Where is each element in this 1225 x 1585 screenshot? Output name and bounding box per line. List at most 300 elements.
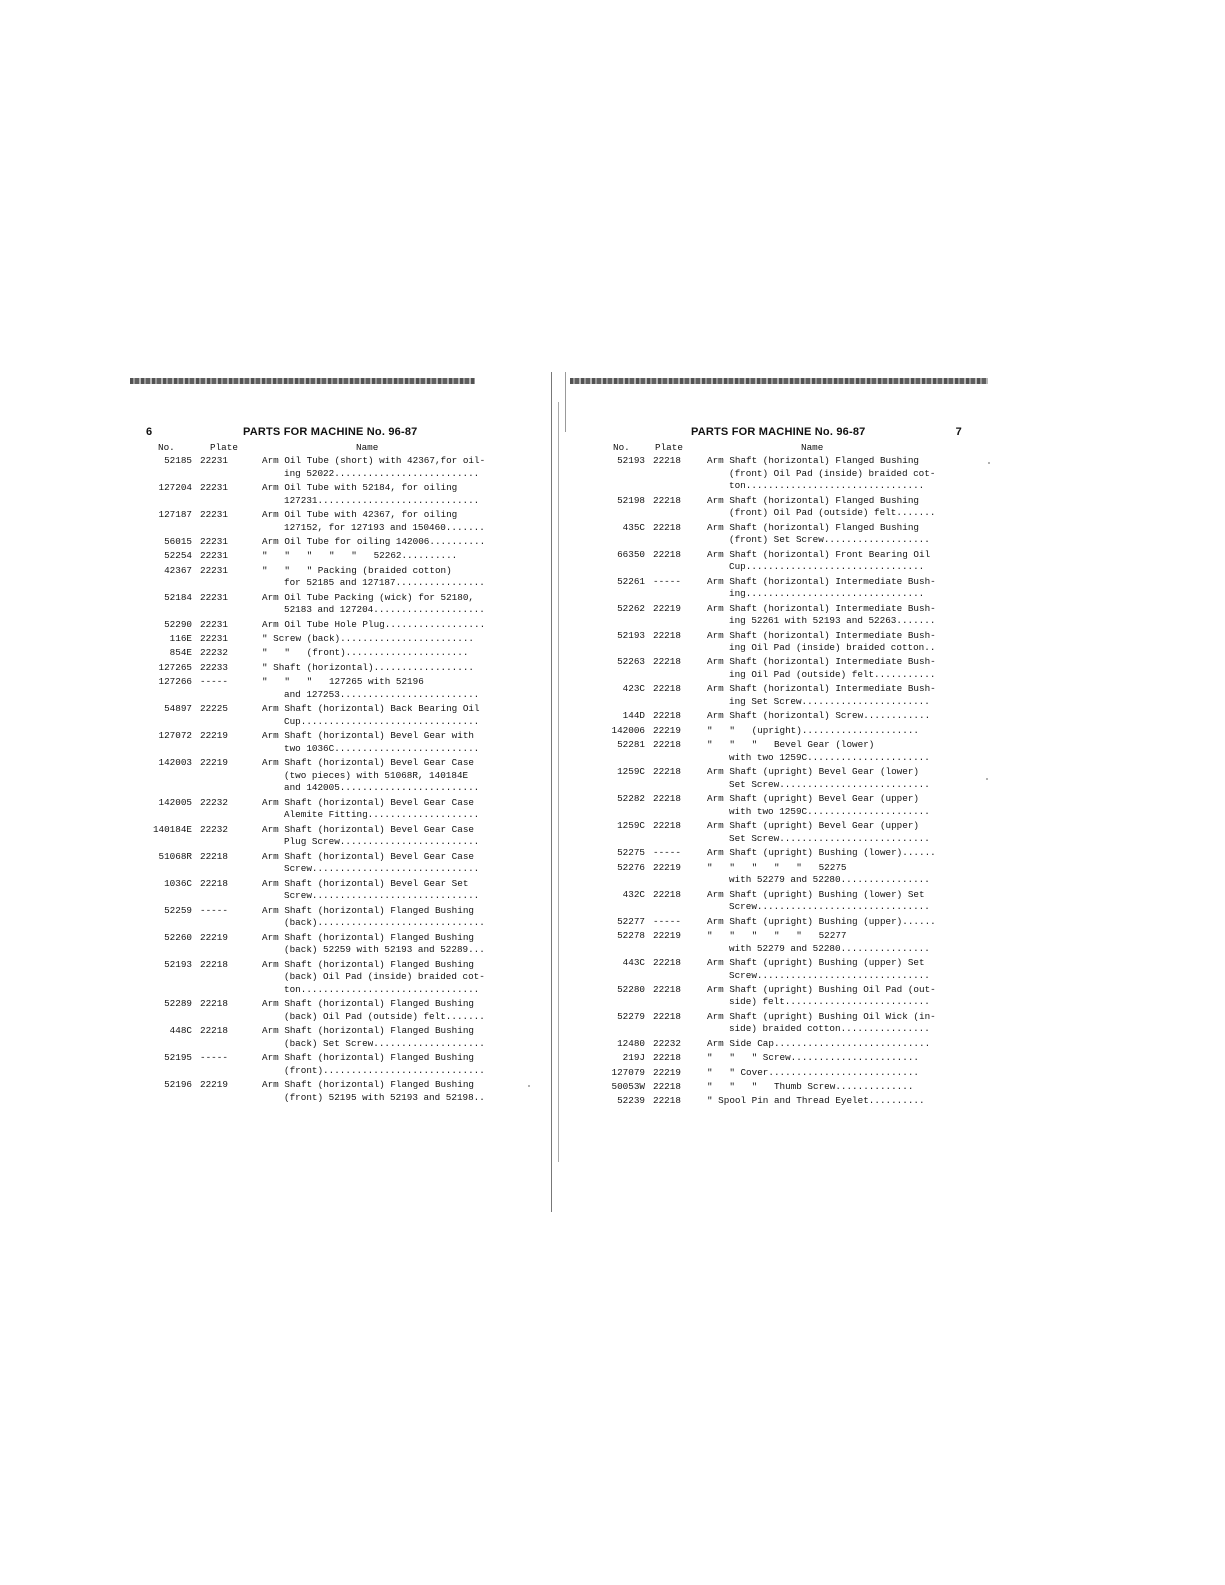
part-name [707, 930, 980, 955]
part-number: 12480 [617, 1037, 645, 1049]
part-number: 51068R [158, 850, 192, 862]
plate-number: 22218 [653, 1010, 681, 1022]
part-name-line: with 52279 and 52280................ [729, 942, 930, 954]
part-name [707, 630, 980, 655]
part-name-line: Arm Shaft (horizontal) Bevel Gear Case [262, 850, 475, 862]
part-name-line: Arm Shaft (upright) Bushing (upper) Set [707, 956, 925, 968]
page-number: 7 [955, 426, 962, 438]
plate-number: 22218 [653, 1095, 681, 1107]
part-number: 127079 [611, 1066, 645, 1078]
part-name [262, 730, 520, 755]
part-number: 52282 [617, 793, 645, 805]
part-name [262, 536, 520, 549]
part-name-line: ing Oil Pad (inside) braided cotton.. [729, 642, 936, 654]
part-name-line: Arm Oil Tube with 52184, for oiling [262, 481, 458, 493]
part-number: 435C [622, 521, 645, 533]
part-name-line: " " " Thumb Screw.............. [707, 1081, 914, 1093]
part-number: 448C [169, 1025, 192, 1037]
part-name-line: Screw.............................. [284, 863, 480, 875]
part-name-line: ton................................ [284, 983, 480, 995]
part-row [585, 957, 980, 982]
part-name-line: Alemite Fitting.................... [284, 809, 480, 821]
plate-number: 22225 [200, 703, 228, 715]
part-row [140, 703, 520, 728]
part-name-line: with two 1259C...................... [729, 751, 930, 763]
part-number: 66350 [617, 548, 645, 560]
part-number: 52193 [164, 958, 192, 970]
parts-list [585, 455, 980, 1108]
part-row [585, 1038, 980, 1051]
part-name-line: " " " 127265 with 52196 [262, 676, 424, 688]
scan-speck [988, 462, 990, 464]
column-headers [585, 442, 980, 455]
part-name [262, 633, 520, 646]
part-name [262, 662, 520, 675]
part-row [140, 550, 520, 563]
part-row [585, 820, 980, 845]
plate-number: ----- [200, 1052, 228, 1064]
part-name [262, 619, 520, 632]
plate-number: 22218 [200, 998, 228, 1010]
part-name-line: (front) 52195 with 52193 and 52198.. [284, 1091, 485, 1103]
part-name [707, 766, 980, 791]
plate-number: 22231 [200, 618, 228, 630]
plate-number: 22219 [653, 602, 681, 614]
part-row [140, 730, 520, 755]
col-plate-header: Plate [210, 442, 238, 453]
part-row [140, 878, 520, 903]
part-name-line: ing................................ [729, 588, 925, 600]
part-name-line: " " " " " 52275 [707, 861, 847, 873]
part-name-line: " " Cover........................... [707, 1066, 920, 1078]
part-name [262, 703, 520, 728]
part-name [707, 889, 980, 914]
part-name-line: Arm Shaft (horizontal) Bevel Gear with [262, 730, 475, 742]
plate-number: 22231 [200, 550, 228, 562]
part-name-line: Arm Oil Tube (short) with 42367,for oil- [262, 455, 486, 466]
part-name-line: Arm Side Cap............................ [707, 1037, 931, 1049]
part-number: 142006 [611, 724, 645, 736]
plate-number: ----- [200, 904, 228, 916]
plate-number: 22218 [653, 1052, 681, 1064]
part-name-line: (back) Oil Pad (inside) braided cot- [284, 971, 485, 983]
part-name [262, 1025, 520, 1050]
part-name [262, 1052, 520, 1077]
part-name-line: 52183 and 127204.................... [284, 604, 485, 616]
part-name-line: Set Screw........................... [729, 778, 930, 790]
part-name [262, 509, 520, 534]
part-row [140, 647, 520, 660]
part-name [707, 725, 980, 738]
part-row [585, 1052, 980, 1065]
part-name-line: side) felt.......................... [729, 996, 930, 1008]
plate-number: 22218 [653, 629, 681, 641]
part-number: 443C [622, 956, 645, 968]
part-name-line: Arm Shaft (horizontal) Intermediate Bush- [707, 575, 936, 587]
plate-number: 22218 [653, 656, 681, 668]
plate-number: 22231 [200, 535, 228, 547]
part-name-line: and 127253......................... [284, 688, 480, 700]
part-number: 423C [622, 683, 645, 695]
page-header [140, 420, 520, 442]
part-name-line: (front)............................. [284, 1064, 485, 1076]
part-name [707, 1038, 980, 1051]
part-name [262, 757, 520, 795]
part-name-line: " " " Packing (braided cotton) [262, 564, 452, 576]
plate-number: 22218 [653, 739, 681, 751]
part-name-line: Arm Shaft (upright) Bushing (lower)...... [707, 847, 936, 859]
part-row [585, 630, 980, 655]
plate-number: 22218 [653, 494, 681, 506]
part-row [140, 1025, 520, 1050]
plate-number: 22219 [200, 1079, 228, 1091]
part-name-line: 127231............................. [284, 494, 480, 506]
part-name-line: Arm Shaft (horizontal) Flanged Bushing [262, 904, 475, 916]
plate-number: 22218 [200, 850, 228, 862]
part-number: 1036C [164, 877, 192, 889]
plate-number: 22219 [200, 730, 228, 742]
part-name-line: " Screw (back)........................ [262, 633, 475, 645]
part-name [707, 549, 980, 574]
part-name [262, 550, 520, 563]
page-title: PARTS FOR MACHINE No. 96-87 [243, 426, 418, 438]
part-name [707, 455, 980, 493]
plate-number: ----- [653, 575, 681, 587]
col-plate-header: Plate [655, 442, 683, 453]
part-name-line: Arm Shaft (upright) Bushing Oil Pad (out- [707, 983, 936, 995]
part-number: 52263 [617, 656, 645, 668]
part-number: 144D [622, 710, 645, 722]
scan-speck [528, 1085, 530, 1087]
part-name-line: Arm Oil Tube for oiling 142006.......... [262, 535, 486, 547]
page-number: 6 [146, 426, 153, 438]
plate-number: ----- [653, 915, 681, 927]
part-number: 52278 [617, 929, 645, 941]
part-name-line: Arm Shaft (horizontal) Flanged Bushing [262, 1052, 475, 1064]
plate-number: 22218 [653, 1081, 681, 1093]
part-name [262, 959, 520, 997]
parts-list [140, 455, 520, 1104]
part-name-line: (back) Set Screw.................... [284, 1037, 485, 1049]
part-name [262, 565, 520, 590]
page-edge-left [130, 378, 475, 384]
part-name-line: Screw............................... [729, 969, 930, 981]
part-name [707, 710, 980, 723]
part-name-line: (back) 52259 with 52193 and 52289... [284, 944, 485, 956]
part-number: 52184 [164, 591, 192, 603]
part-name [262, 1079, 520, 1104]
plate-number: 22231 [200, 564, 228, 576]
part-name-line: Arm Shaft (horizontal) Bevel Gear Case [262, 796, 475, 808]
plate-number: 22232 [200, 823, 228, 835]
part-number: 142005 [158, 796, 192, 808]
part-row [585, 739, 980, 764]
part-row [140, 676, 520, 701]
part-name [707, 656, 980, 681]
part-row [140, 619, 520, 632]
part-name [262, 824, 520, 849]
plate-number: 22233 [200, 661, 228, 673]
plate-number: 22218 [653, 683, 681, 695]
part-row [585, 495, 980, 520]
part-name [262, 592, 520, 617]
part-row [140, 824, 520, 849]
part-name-line: " " " Screw....................... [707, 1052, 920, 1064]
part-name-line: Arm Shaft (horizontal) Bevel Gear Set [262, 877, 469, 889]
part-row [140, 1079, 520, 1104]
part-name-line: Arm Shaft (horizontal) Intermediate Bush- [707, 656, 936, 668]
part-name-line: Arm Shaft (horizontal) Flanged Bushing [262, 931, 475, 943]
part-row [140, 1052, 520, 1077]
plate-number: 22218 [653, 956, 681, 968]
part-row [585, 766, 980, 791]
part-number: 52276 [617, 861, 645, 873]
part-number: 142003 [158, 757, 192, 769]
part-number: 116E [169, 633, 192, 645]
part-name-line: Arm Oil Tube Hole Plug.................. [262, 618, 486, 630]
scan-speck [986, 778, 988, 780]
part-row [585, 710, 980, 723]
part-name [262, 676, 520, 701]
part-name-line: Arm Shaft (horizontal) Flanged Bushing [707, 455, 920, 466]
part-name-line: two 1036C.......................... [284, 742, 480, 754]
part-number: 1259C [617, 820, 645, 832]
part-name [262, 932, 520, 957]
part-name-line: (two pieces) with 51068R, 140184E [284, 769, 469, 781]
part-name [707, 522, 980, 547]
part-name-line: Arm Oil Tube Packing (wick) for 52180, [262, 591, 475, 603]
part-name-line: and 142005......................... [284, 782, 480, 794]
part-name-line: Arm Shaft (upright) Bushing Oil Wick (in- [707, 1010, 936, 1022]
part-name-line: Arm Shaft (horizontal) Flanged Bushing [262, 1079, 475, 1091]
part-number: 52280 [617, 983, 645, 995]
part-name-line: with two 1259C...................... [729, 805, 930, 817]
part-name-line: 127152, for 127193 and 150460....... [284, 521, 485, 533]
part-row [140, 757, 520, 795]
part-name-line: Arm Oil Tube with 42367, for oiling [262, 508, 458, 520]
part-row [585, 984, 980, 1009]
part-row [585, 1081, 980, 1094]
plate-number: 22218 [653, 766, 681, 778]
plate-number: 22218 [653, 888, 681, 900]
part-number: 127265 [158, 661, 192, 673]
part-name-line: " " " Bevel Gear (lower) [707, 739, 875, 751]
part-name-line: Plug Screw......................... [284, 836, 480, 848]
part-name-line: Arm Shaft (upright) Bushing (upper)...... [707, 915, 936, 927]
part-number: 42367 [164, 564, 192, 576]
part-name [707, 603, 980, 628]
part-number: 52254 [164, 550, 192, 562]
part-name [262, 647, 520, 660]
part-number: 52290 [164, 618, 192, 630]
left-page [140, 420, 520, 1106]
part-row [140, 482, 520, 507]
part-number: 52277 [617, 915, 645, 927]
part-row [585, 1067, 980, 1080]
part-number: 56015 [164, 535, 192, 547]
part-name [262, 998, 520, 1023]
part-row [585, 889, 980, 914]
part-name-line: Arm Shaft (horizontal) Flanged Bushing [262, 998, 475, 1010]
plate-number: 22218 [653, 820, 681, 832]
right-page [585, 420, 980, 1110]
part-name-line: ing Set Screw....................... [729, 696, 930, 708]
part-name-line: Arm Shaft (horizontal) Intermediate Bush- [707, 602, 936, 614]
part-number: 52281 [617, 739, 645, 751]
part-row [585, 603, 980, 628]
part-number: 127072 [158, 730, 192, 742]
part-number: 52261 [617, 575, 645, 587]
plate-number: 22218 [653, 521, 681, 533]
part-name [707, 1081, 980, 1094]
page-header [585, 420, 980, 442]
part-number: 50053W [611, 1081, 645, 1093]
part-name-line: " " " " " 52262.......... [262, 550, 458, 562]
part-name [707, 683, 980, 708]
part-row [140, 932, 520, 957]
part-name-line: Set Screw........................... [729, 832, 930, 844]
part-name [262, 797, 520, 822]
plate-number: 22218 [653, 455, 681, 466]
part-name-line: " " " " " 52277 [707, 929, 847, 941]
part-name [707, 1067, 980, 1080]
part-row [585, 1011, 980, 1036]
plate-number: 22219 [653, 1066, 681, 1078]
part-name-line: with 52279 and 52280................ [729, 874, 930, 886]
part-name-line: ing Oil Pad (outside) felt........... [729, 669, 936, 681]
part-number: 127266 [158, 676, 192, 688]
part-name [707, 739, 980, 764]
part-number: 52193 [617, 629, 645, 641]
part-name [707, 576, 980, 601]
page-title: PARTS FOR MACHINE No. 96-87 [691, 426, 866, 438]
part-row [140, 633, 520, 646]
part-name-line: for 52185 and 127187................ [284, 577, 485, 589]
part-row [585, 683, 980, 708]
part-name-line: Arm Shaft (horizontal) Back Bearing Oil [262, 703, 480, 715]
part-name-line: Screw............................... [729, 901, 930, 913]
plate-number: 22218 [200, 1025, 228, 1037]
part-name-line: Arm Shaft (horizontal) Intermediate Bush- [707, 629, 936, 641]
part-name [262, 482, 520, 507]
part-number: 52239 [617, 1095, 645, 1107]
plate-number: 22231 [200, 591, 228, 603]
part-name [707, 820, 980, 845]
part-name-line: Screw.............................. [284, 890, 480, 902]
part-row [585, 862, 980, 887]
part-name [262, 878, 520, 903]
part-row [140, 536, 520, 549]
part-name-line: Arm Shaft (upright) Bevel Gear (lower) [707, 766, 920, 778]
part-number: 52198 [617, 494, 645, 506]
part-name-line: Arm Shaft (horizontal) Flanged Bushing [707, 494, 920, 506]
part-name [707, 793, 980, 818]
part-row [585, 549, 980, 574]
part-name [707, 1095, 980, 1108]
part-number: 432C [622, 888, 645, 900]
part-name-line: ing 52022.......................... [284, 467, 480, 479]
part-row [585, 576, 980, 601]
part-number: 854E [169, 647, 192, 659]
plate-number: 22231 [200, 481, 228, 493]
col-name-header: Name [801, 442, 824, 453]
plate-number: 22231 [200, 455, 228, 466]
part-name-line: " Spool Pin and Thread Eyelet.......... [707, 1095, 925, 1107]
part-row [140, 959, 520, 997]
part-name-line: Arm Shaft (upright) Bevel Gear (upper) [707, 793, 920, 805]
col-no-header: No. [158, 442, 175, 453]
book-gutter [549, 372, 571, 1212]
plate-number: 22219 [653, 724, 681, 736]
part-number: 54897 [164, 703, 192, 715]
part-row [140, 592, 520, 617]
part-row [585, 455, 980, 493]
part-name-line: Cup................................ [729, 561, 925, 573]
plate-number: 22219 [200, 931, 228, 943]
plate-number: 22219 [653, 861, 681, 873]
part-row [585, 847, 980, 860]
part-row [140, 998, 520, 1023]
part-number: 140184E [152, 823, 192, 835]
plate-number: 22231 [200, 633, 228, 645]
part-name-line: ing 52261 with 52193 and 52263....... [729, 615, 936, 627]
plate-number: 22218 [653, 710, 681, 722]
part-name [707, 495, 980, 520]
part-number: 52279 [617, 1010, 645, 1022]
part-name-line: Arm Shaft (horizontal) Front Bearing Oil [707, 548, 931, 560]
part-name-line: side) braided cotton................ [729, 1023, 930, 1035]
part-name [707, 862, 980, 887]
plate-number: 22218 [200, 958, 228, 970]
plate-number: 22232 [200, 796, 228, 808]
part-name [707, 916, 980, 929]
part-number: 127204 [158, 481, 192, 493]
part-name-line: (back).............................. [284, 917, 485, 929]
plate-number: 22218 [200, 877, 228, 889]
part-name-line: Arm Shaft (horizontal) Flanged Bushing [707, 521, 920, 533]
part-row [140, 565, 520, 590]
plate-number: ----- [653, 847, 681, 859]
part-name [707, 847, 980, 860]
part-row [140, 797, 520, 822]
part-name-line: Cup................................ [284, 715, 480, 727]
part-number: 52262 [617, 602, 645, 614]
part-number: 52195 [164, 1052, 192, 1064]
part-number: 52289 [164, 998, 192, 1010]
part-name-line: " " (upright)..................... [707, 724, 920, 736]
plate-number: 22219 [653, 929, 681, 941]
part-name-line: ton................................ [729, 480, 925, 492]
part-name [262, 455, 520, 480]
part-row [585, 656, 980, 681]
part-name [707, 984, 980, 1009]
part-number: 52259 [164, 904, 192, 916]
part-name [262, 851, 520, 876]
part-name-line: Arm Shaft (horizontal) Bevel Gear Case [262, 823, 475, 835]
part-name [707, 1011, 980, 1036]
part-name-line: Arm Shaft (upright) Bevel Gear (upper) [707, 820, 920, 832]
plate-number: 22218 [653, 983, 681, 995]
part-row [140, 509, 520, 534]
plate-number: 22218 [653, 548, 681, 560]
plate-number: 22231 [200, 508, 228, 520]
part-name-line: Arm Shaft (horizontal) Flanged Bushing [262, 1025, 475, 1037]
part-row [140, 851, 520, 876]
part-row [585, 1095, 980, 1108]
part-name-line: Arm Shaft (horizontal) Flanged Bushing [262, 958, 475, 970]
part-row [585, 916, 980, 929]
part-number: 52185 [164, 455, 192, 466]
